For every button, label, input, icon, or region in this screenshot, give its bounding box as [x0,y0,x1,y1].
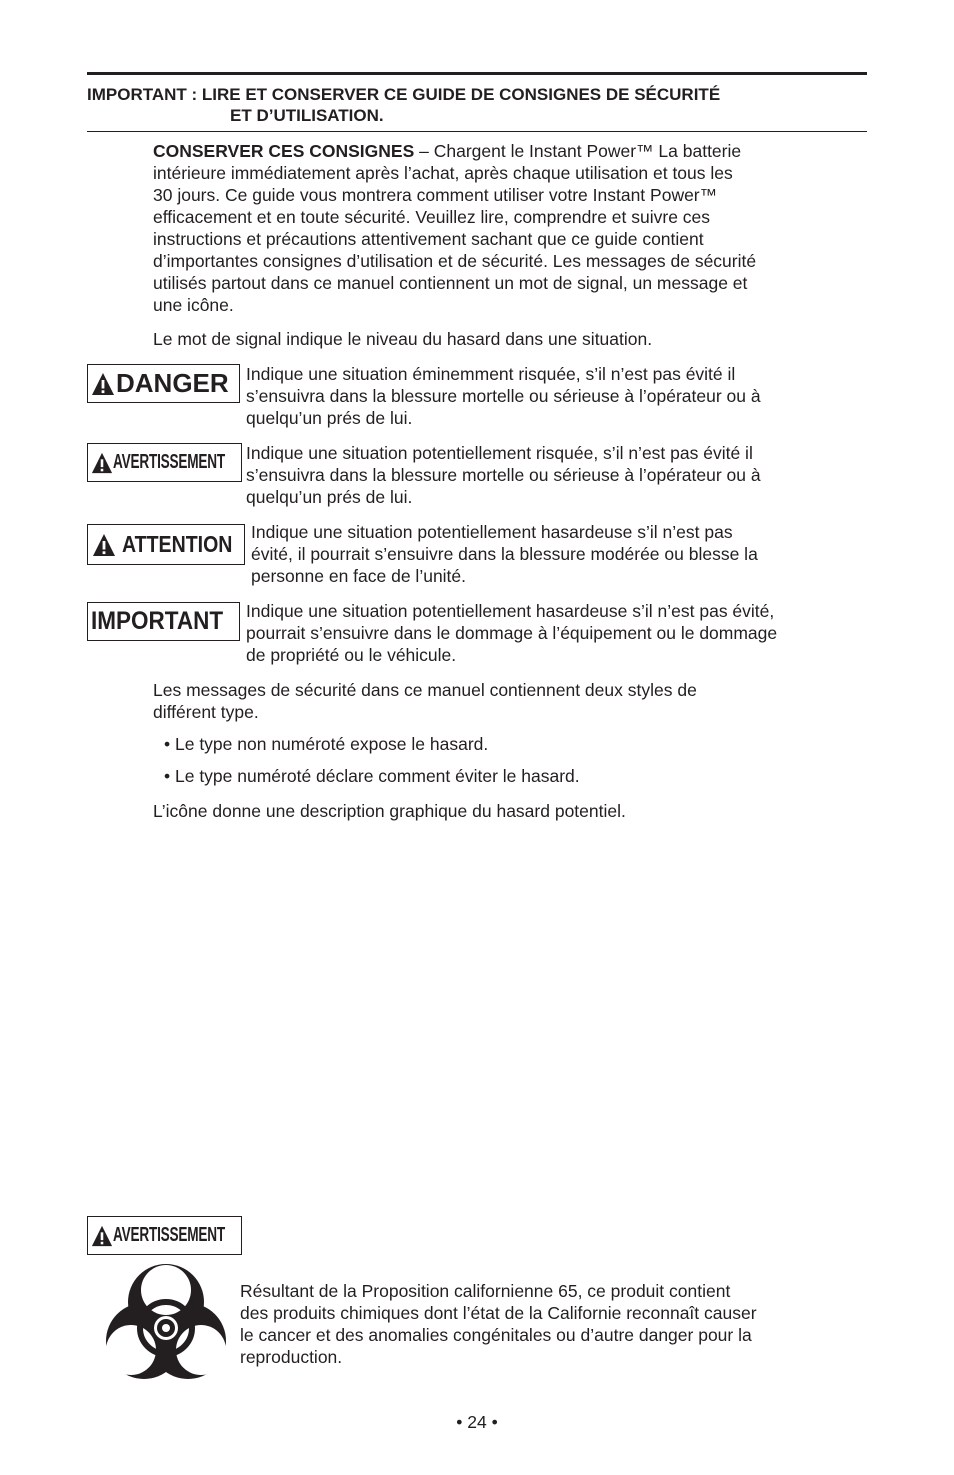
intro-line-7: une icône. [153,295,234,315]
page-number: • 24 • [456,1412,498,1432]
danger-line-1: s’ensuivra dans la blessure mortelle ou sérieuse à l’opérateur ou à [246,386,761,406]
header-line-2: ET D’UTILISATION. [230,106,384,125]
warning-line-2: quelqu’un prés de lui. [246,487,413,507]
notice-definition [246,600,871,666]
warning-triangle-icon [92,533,116,557]
intro-line-4: instructions et précautions attentivement sachant que ce guide contient [153,229,704,249]
caution-line-0: Indique une situation potentiellement hasardeuse s’il n’est pas [251,522,733,542]
danger-line-0: Indique une situation éminemment risquée, s’il n’est pas évité il [246,364,736,384]
prop65-line-0: Résultant de la Proposition californienne 65, ce produit contient [240,1281,731,1301]
prop65-warning-badge [87,1216,242,1255]
notice-label: IMPORTANT [91,607,224,635]
header-line-1: IMPORTANT : LIRE ET CONSERVER CE GUIDE DE CONSIGNES DE SÉCURITÉ [87,85,721,104]
intro-line-5: d’importantes consignes d’utilisation et de sécurité. Les messages de sécurité [153,251,757,271]
warning-line-0: Indique une situation potentiellement risquée, s’il n’est pas évité il [246,443,753,463]
biohazard-icon [100,1262,232,1384]
notice-badge [87,602,240,641]
danger-label: DANGER [116,368,229,398]
danger-badge [87,364,240,403]
notice-line-2: de propriété ou le véhicule. [246,645,457,665]
styles-line-1: différent type. [153,702,259,722]
prop65-warning-label: AVERTISSEMENT [113,1224,225,1246]
warning-line-1: s’ensuivra dans la blessure mortelle ou sérieuse à l’opérateur ou à [246,465,761,485]
warning-triangle-icon [91,1225,113,1247]
notice-line-1: pourrait s’ensuivre dans le dommage à l’équipement ou le dommage [246,623,778,643]
prop65-line-3: reproduction. [240,1347,343,1367]
header-rule-top [87,72,867,75]
caution-badge [87,524,245,565]
caution-line-1: évité, il pourrait s’ensuivre dans la blessure modérée ou blesse la [251,544,758,564]
styles-paragraph [153,679,873,723]
warning-badge [87,443,242,482]
warning-triangle-icon [91,452,113,474]
warning-definition [246,442,871,508]
header-title [87,84,877,126]
danger-definition [246,363,871,429]
caution-label: ATTENTION [122,531,233,557]
header-rule-bottom [87,131,867,132]
prop65-line-2: le cancer et des anomalies congénitales ou d’autre danger pour la [240,1325,752,1345]
bullet-item-1: • Le type non numéroté expose le hasard. [164,734,489,754]
prop65-line-1: des produits chimiques dont l’état de la Californie reconnaît causer [240,1303,757,1323]
prop65-text [240,1280,865,1368]
notice-line-0: Indique une situation potentiellement hasardeuse s’il n’est pas évité, [246,601,775,621]
intro-line-0: – Chargent le Instant Power™ La batterie [414,141,742,161]
signal-intro: Le mot de signal indique le niveau du hasard dans une situation. [153,329,653,349]
caution-line-2: personne en face de l’unité. [251,566,467,586]
intro-line-3: efficacement et en toute sécurité. Veuillez lire, comprendre et suivre ces [153,207,711,227]
bullet-item-2: • Le type numéroté déclare comment éviter le hasard. [164,766,580,786]
intro-lead: CONSERVER CES CONSIGNES [153,141,415,161]
intro-line-6: utilisés partout dans ce manuel contiennent un mot de signal, un message et [153,273,748,293]
caution-definition [251,521,871,587]
styles-line-0: Les messages de sécurité dans ce manuel contiennent deux styles de [153,680,697,700]
intro-line-2: 30 jours. Ce guide vous montrera comment utiliser votre Instant Power™ [153,185,718,205]
intro-line-1: intérieure immédiatement après l’achat, après chaque utilisation et tous les [153,163,733,183]
danger-line-2: quelqu’un prés de lui. [246,408,413,428]
warning-triangle-icon [91,372,115,396]
icon-description: L’icône donne une description graphique du hasard potentiel. [153,801,626,821]
warning-label: AVERTISSEMENT [113,451,225,473]
intro-paragraph [153,140,873,316]
